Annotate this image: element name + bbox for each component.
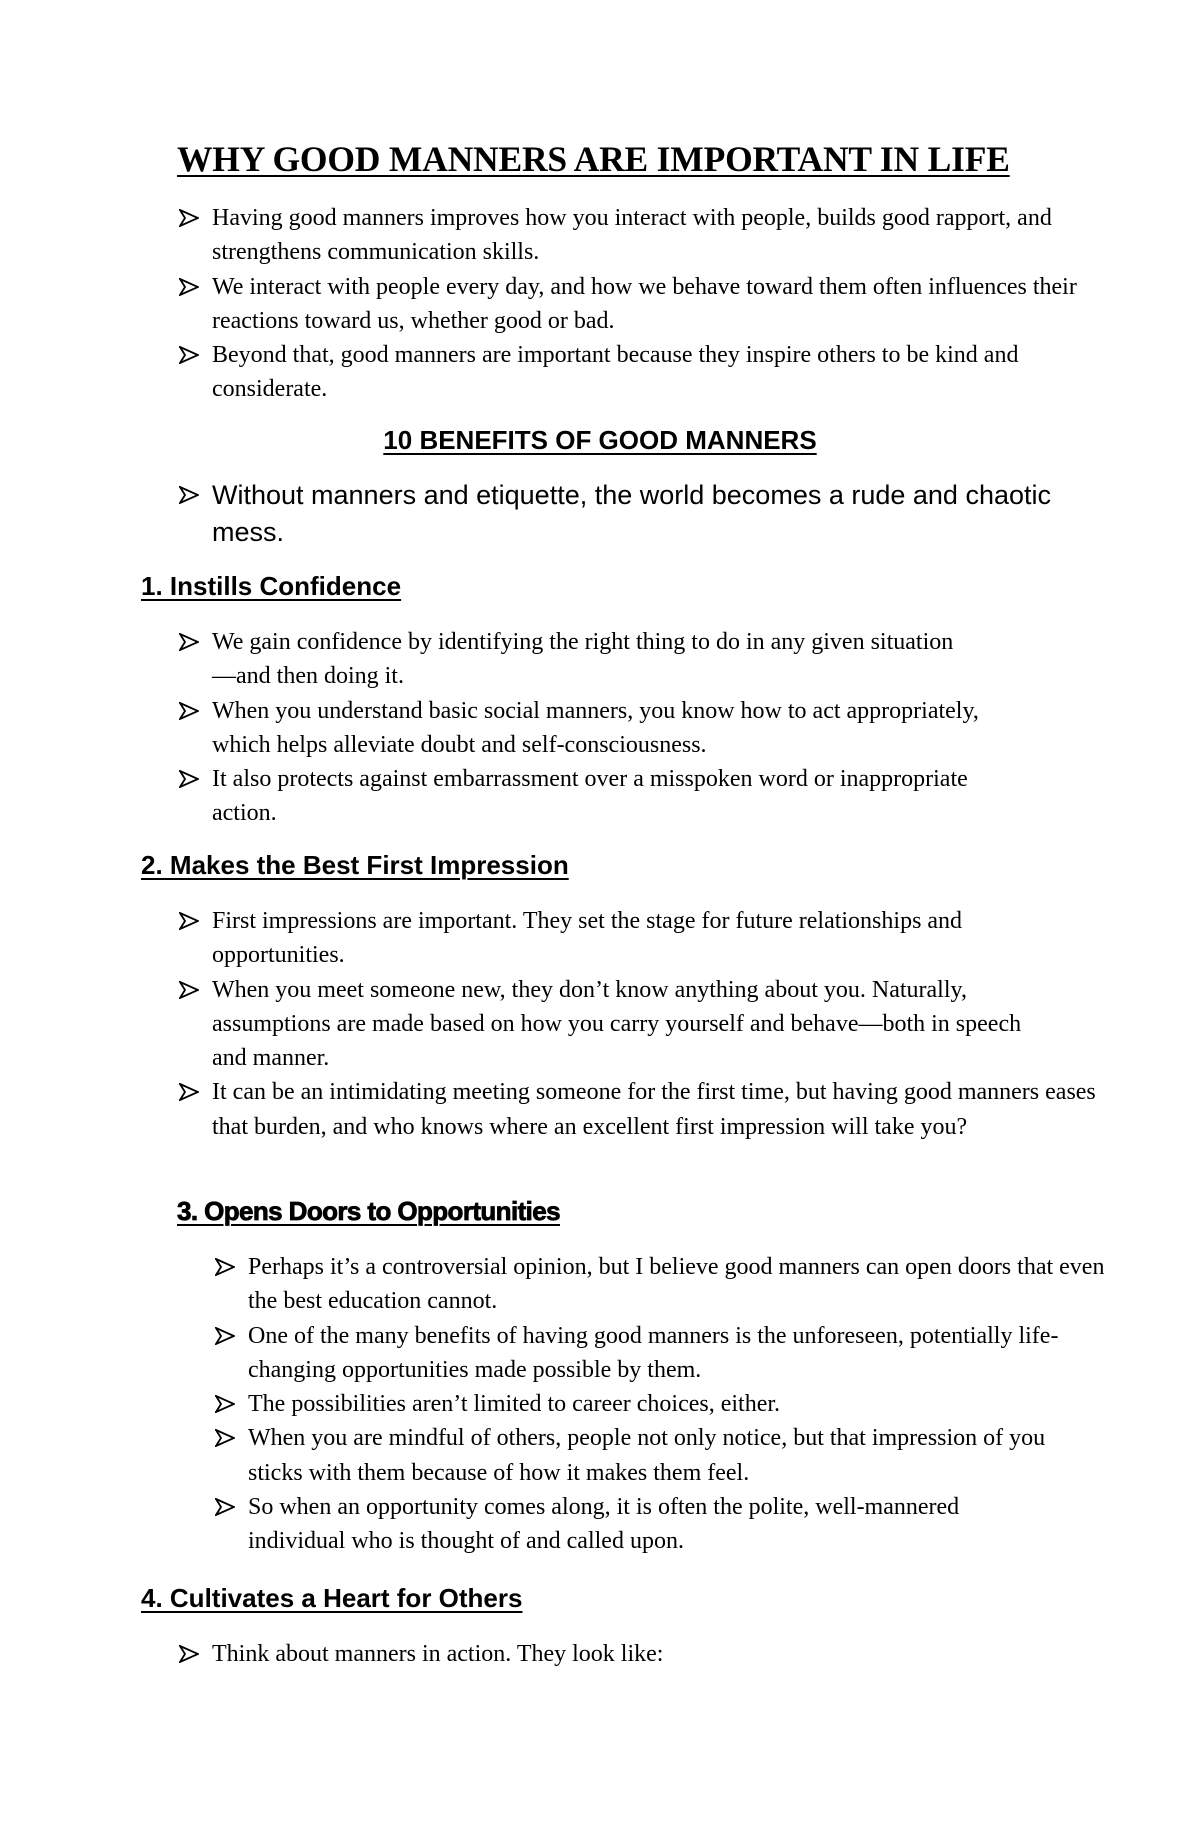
list-item-text: Perhaps it’s a controversial opinion, but I believe good manners can open doors that even the best education cannot. bbox=[248, 1254, 1105, 1315]
list-item-text: It can be an intimidating meeting someone for the first time, but having good manners eases that burden, and who knows where an excellent first impression will take you? bbox=[212, 1079, 1096, 1140]
arrow-bullet-icon bbox=[179, 278, 203, 296]
list-item-text: One of the many benefits of having good manners is the unforeseen, potentially life-changing opportunities made possible by them. bbox=[248, 1322, 1059, 1383]
list-item-text: First impressions are important. They set the stage for future relationships and opportunities. bbox=[212, 908, 963, 969]
section-heading: 4. Cultivates a Heart for Others bbox=[141, 1583, 523, 1613]
arrow-bullet-icon bbox=[179, 770, 203, 788]
arrow-bullet-icon bbox=[179, 1645, 203, 1663]
section-heading: 1. Instills Confidence bbox=[141, 571, 402, 601]
list-item bbox=[213, 1490, 1028, 1559]
arrow-bullet-icon bbox=[179, 981, 203, 999]
list-item-text: The possibilities aren’t limited to career choices, either. bbox=[248, 1391, 781, 1418]
list-item bbox=[213, 1250, 1108, 1319]
list-item-text: So when an opportunity comes along, it is often the polite, well-mannered individual who is thought of and called upon. bbox=[248, 1494, 960, 1555]
list-item bbox=[177, 694, 1022, 763]
arrow-bullet-icon bbox=[215, 1327, 239, 1345]
list-item bbox=[213, 1387, 1068, 1421]
arrow-bullet-icon bbox=[179, 209, 203, 227]
arrow-bullet-icon bbox=[179, 633, 203, 651]
list-item-text: We gain confidence by identifying the right thing to do in any given situation—and then doing it. bbox=[212, 629, 954, 690]
list-item-text: We interact with people every day, and how we behave toward them often influences their reactions toward us, whether good or bad. bbox=[212, 273, 1077, 334]
list-item bbox=[177, 201, 1082, 270]
benefits-intro-list bbox=[177, 477, 1057, 551]
arrow-bullet-icon bbox=[179, 486, 203, 504]
section-heading: 2. Makes the Best First Impression bbox=[141, 850, 569, 880]
list-item bbox=[177, 1637, 1057, 1671]
list-item bbox=[177, 973, 1042, 1076]
list-item-text: When you are mindful of others, people not only notice, but that impression of you sticks with them because of how it makes them feel. bbox=[248, 1425, 1046, 1486]
list-item bbox=[177, 477, 1057, 551]
arrow-bullet-icon bbox=[215, 1498, 239, 1516]
list-item bbox=[213, 1421, 1078, 1490]
arrow-bullet-icon bbox=[179, 1083, 203, 1101]
arrow-bullet-icon bbox=[179, 346, 203, 364]
list-item bbox=[213, 1319, 1068, 1388]
list-item-text: It also protects against embarrassment over a misspoken word or inappropriate action. bbox=[212, 766, 968, 827]
list-item bbox=[177, 1075, 1112, 1144]
section-bullet-list bbox=[177, 1637, 1057, 1671]
arrow-bullet-icon bbox=[215, 1258, 239, 1276]
intro-bullet-list bbox=[177, 201, 1077, 407]
section-bullet-list bbox=[177, 904, 1096, 1144]
arrow-bullet-icon bbox=[179, 702, 203, 720]
list-item-text: Having good manners improves how you interact with people, builds good rapport, and strengthens communication skills. bbox=[212, 205, 1052, 266]
arrow-bullet-icon bbox=[215, 1395, 239, 1413]
arrow-bullet-icon bbox=[179, 912, 203, 930]
list-item-text: Without manners and etiquette, the world becomes a rude and chaotic mess. bbox=[212, 480, 1051, 547]
list-item bbox=[177, 904, 1092, 973]
list-item-text: Think about manners in action. They look like: bbox=[212, 1641, 664, 1667]
list-item-text: Beyond that, good manners are important because they inspire others to be kind and considerate. bbox=[212, 342, 1019, 403]
section-heading: 3. Opens Doors to Opportunities bbox=[177, 1196, 560, 1226]
list-item bbox=[177, 338, 1082, 407]
list-item-text: When you understand basic social manners, you know how to act appropriately, which helps alleviate doubt and self-consciousness. bbox=[212, 697, 979, 758]
section-bullet-list bbox=[213, 1250, 1105, 1559]
list-item-text: When you meet someone new, they don’t know anything about you. Naturally, assumptions are made based on how you carry yourself and behave—both in speech and manner. bbox=[212, 976, 1022, 1072]
list-item bbox=[177, 762, 972, 831]
benefits-heading: 10 BENEFITS OF GOOD MANNERS bbox=[383, 425, 817, 455]
page-title: WHY GOOD MANNERS ARE IMPORTANT IN LIFE bbox=[177, 139, 1010, 179]
list-item bbox=[177, 270, 1082, 339]
list-item bbox=[177, 625, 972, 694]
section-bullet-list bbox=[177, 625, 1057, 831]
arrow-bullet-icon bbox=[215, 1429, 239, 1447]
